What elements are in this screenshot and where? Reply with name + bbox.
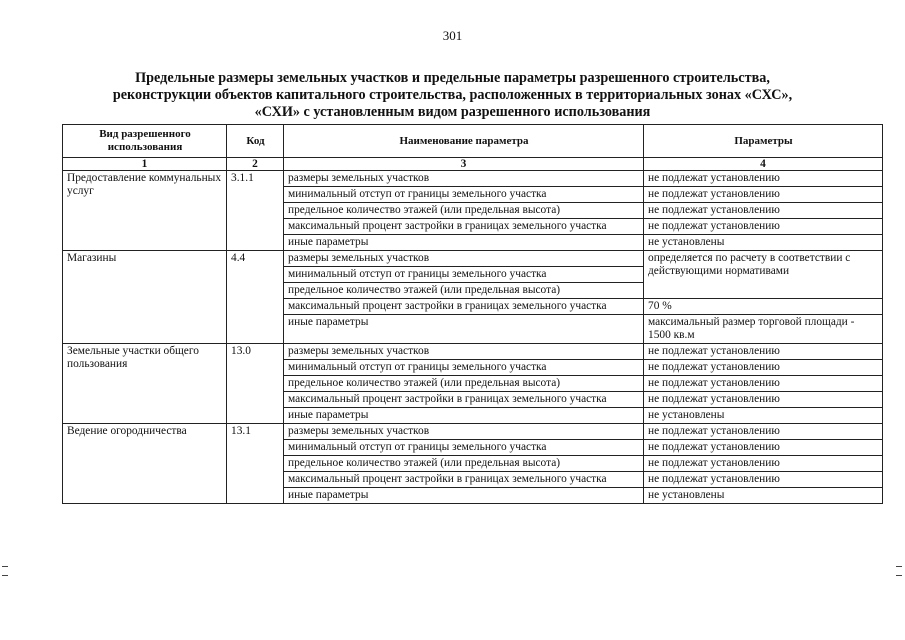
code-cell: 4.4	[227, 251, 284, 344]
param-value-cell: не подлежат установлению	[644, 203, 883, 219]
param-name-cell: предельное количество этажей (или предельная высота)	[284, 376, 644, 392]
param-name-cell: иные параметры	[284, 315, 644, 344]
param-name-cell: минимальный отступ от границы земельного участка	[284, 187, 644, 203]
table-row	[63, 251, 883, 267]
header-code: Код	[227, 125, 284, 158]
header-use-type: Вид разрешенного использования	[63, 125, 227, 158]
param-name-cell: иные параметры	[284, 488, 644, 504]
param-value-cell: не установлены	[644, 488, 883, 504]
param-name-cell: максимальный процент застройки в границах земельного участка	[284, 219, 644, 235]
document-title	[40, 70, 865, 121]
param-value-cell: не подлежат установлению	[644, 456, 883, 472]
use-type-cell: Магазины	[63, 251, 227, 344]
param-name-cell: иные параметры	[284, 235, 644, 251]
param-name-cell: максимальный процент застройки в границах земельного участка	[284, 392, 644, 408]
param-name-cell: размеры земельных участков	[284, 424, 644, 440]
param-name-cell: максимальный процент застройки в границах земельного участка	[284, 299, 644, 315]
param-value-cell: 70 %	[644, 299, 883, 315]
column-number: 4	[644, 158, 883, 171]
header-param-name: Наименование параметра	[284, 125, 644, 158]
code-cell: 13.0	[227, 344, 284, 424]
param-value-cell: определяется по расчету в соответствии с действующими нормативами	[644, 251, 883, 299]
param-value-cell: максимальный размер торговой площади - 1500 кв.м	[644, 315, 883, 344]
use-type-cell: Ведение огородничества	[63, 424, 227, 504]
code-cell: 3.1.1	[227, 171, 284, 251]
param-name-cell: предельное количество этажей (или предельная высота)	[284, 203, 644, 219]
column-number: 2	[227, 158, 284, 171]
param-name-cell: размеры земельных участков	[284, 171, 644, 187]
param-value-cell: не подлежат установлению	[644, 472, 883, 488]
left-scan-edge-mark	[2, 566, 8, 576]
param-value-cell: не подлежат установлению	[644, 392, 883, 408]
table-header-row	[63, 125, 883, 158]
column-number: 1	[63, 158, 227, 171]
param-name-cell: предельное количество этажей (или предельная высота)	[284, 283, 644, 299]
param-value-cell: не подлежат установлению	[644, 187, 883, 203]
code-cell: 13.1	[227, 424, 284, 504]
right-scan-edge-mark	[896, 566, 902, 576]
param-value-cell: не подлежат установлению	[644, 440, 883, 456]
column-number: 3	[284, 158, 644, 171]
param-name-cell: предельное количество этажей (или предельная высота)	[284, 456, 644, 472]
param-name-cell: максимальный процент застройки в границах земельного участка	[284, 472, 644, 488]
table-row	[63, 424, 883, 440]
param-value-cell: не подлежат установлению	[644, 360, 883, 376]
title-line-2: реконструкции объектов капитального строительства, расположенных в территориальных зонах «СХС»,	[112, 87, 793, 103]
title-line-3: «СХИ» с установленным видом разрешенного использования	[254, 104, 651, 120]
param-name-cell: размеры земельных участков	[284, 251, 644, 267]
page-number: 301	[442, 28, 463, 43]
title-line-1: Предельные размеры земельных участков и предельные параметры разрешенного строительства,	[135, 70, 770, 86]
param-name-cell: минимальный отступ от границы земельного участка	[284, 440, 644, 456]
parameters-table	[62, 124, 883, 504]
param-name-cell: минимальный отступ от границы земельного участка	[284, 267, 644, 283]
param-value-cell: не подлежат установлению	[644, 424, 883, 440]
param-name-cell: размеры земельных участков	[284, 344, 644, 360]
use-type-cell: Земельные участки общего пользования	[63, 344, 227, 424]
use-type-cell: Предоставление коммунальных услуг	[63, 171, 227, 251]
param-name-cell: иные параметры	[284, 408, 644, 424]
param-value-cell: не подлежат установлению	[644, 219, 883, 235]
param-name-cell: минимальный отступ от границы земельного участка	[284, 360, 644, 376]
column-numbers-row	[63, 158, 883, 171]
param-value-cell: не подлежат установлению	[644, 376, 883, 392]
table-row	[63, 344, 883, 360]
param-value-cell: не подлежат установлению	[644, 344, 883, 360]
param-value-cell: не установлены	[644, 235, 883, 251]
param-value-cell: не установлены	[644, 408, 883, 424]
param-value-cell: не подлежат установлению	[644, 171, 883, 187]
header-params: Параметры	[644, 125, 883, 158]
table-row	[63, 171, 883, 187]
